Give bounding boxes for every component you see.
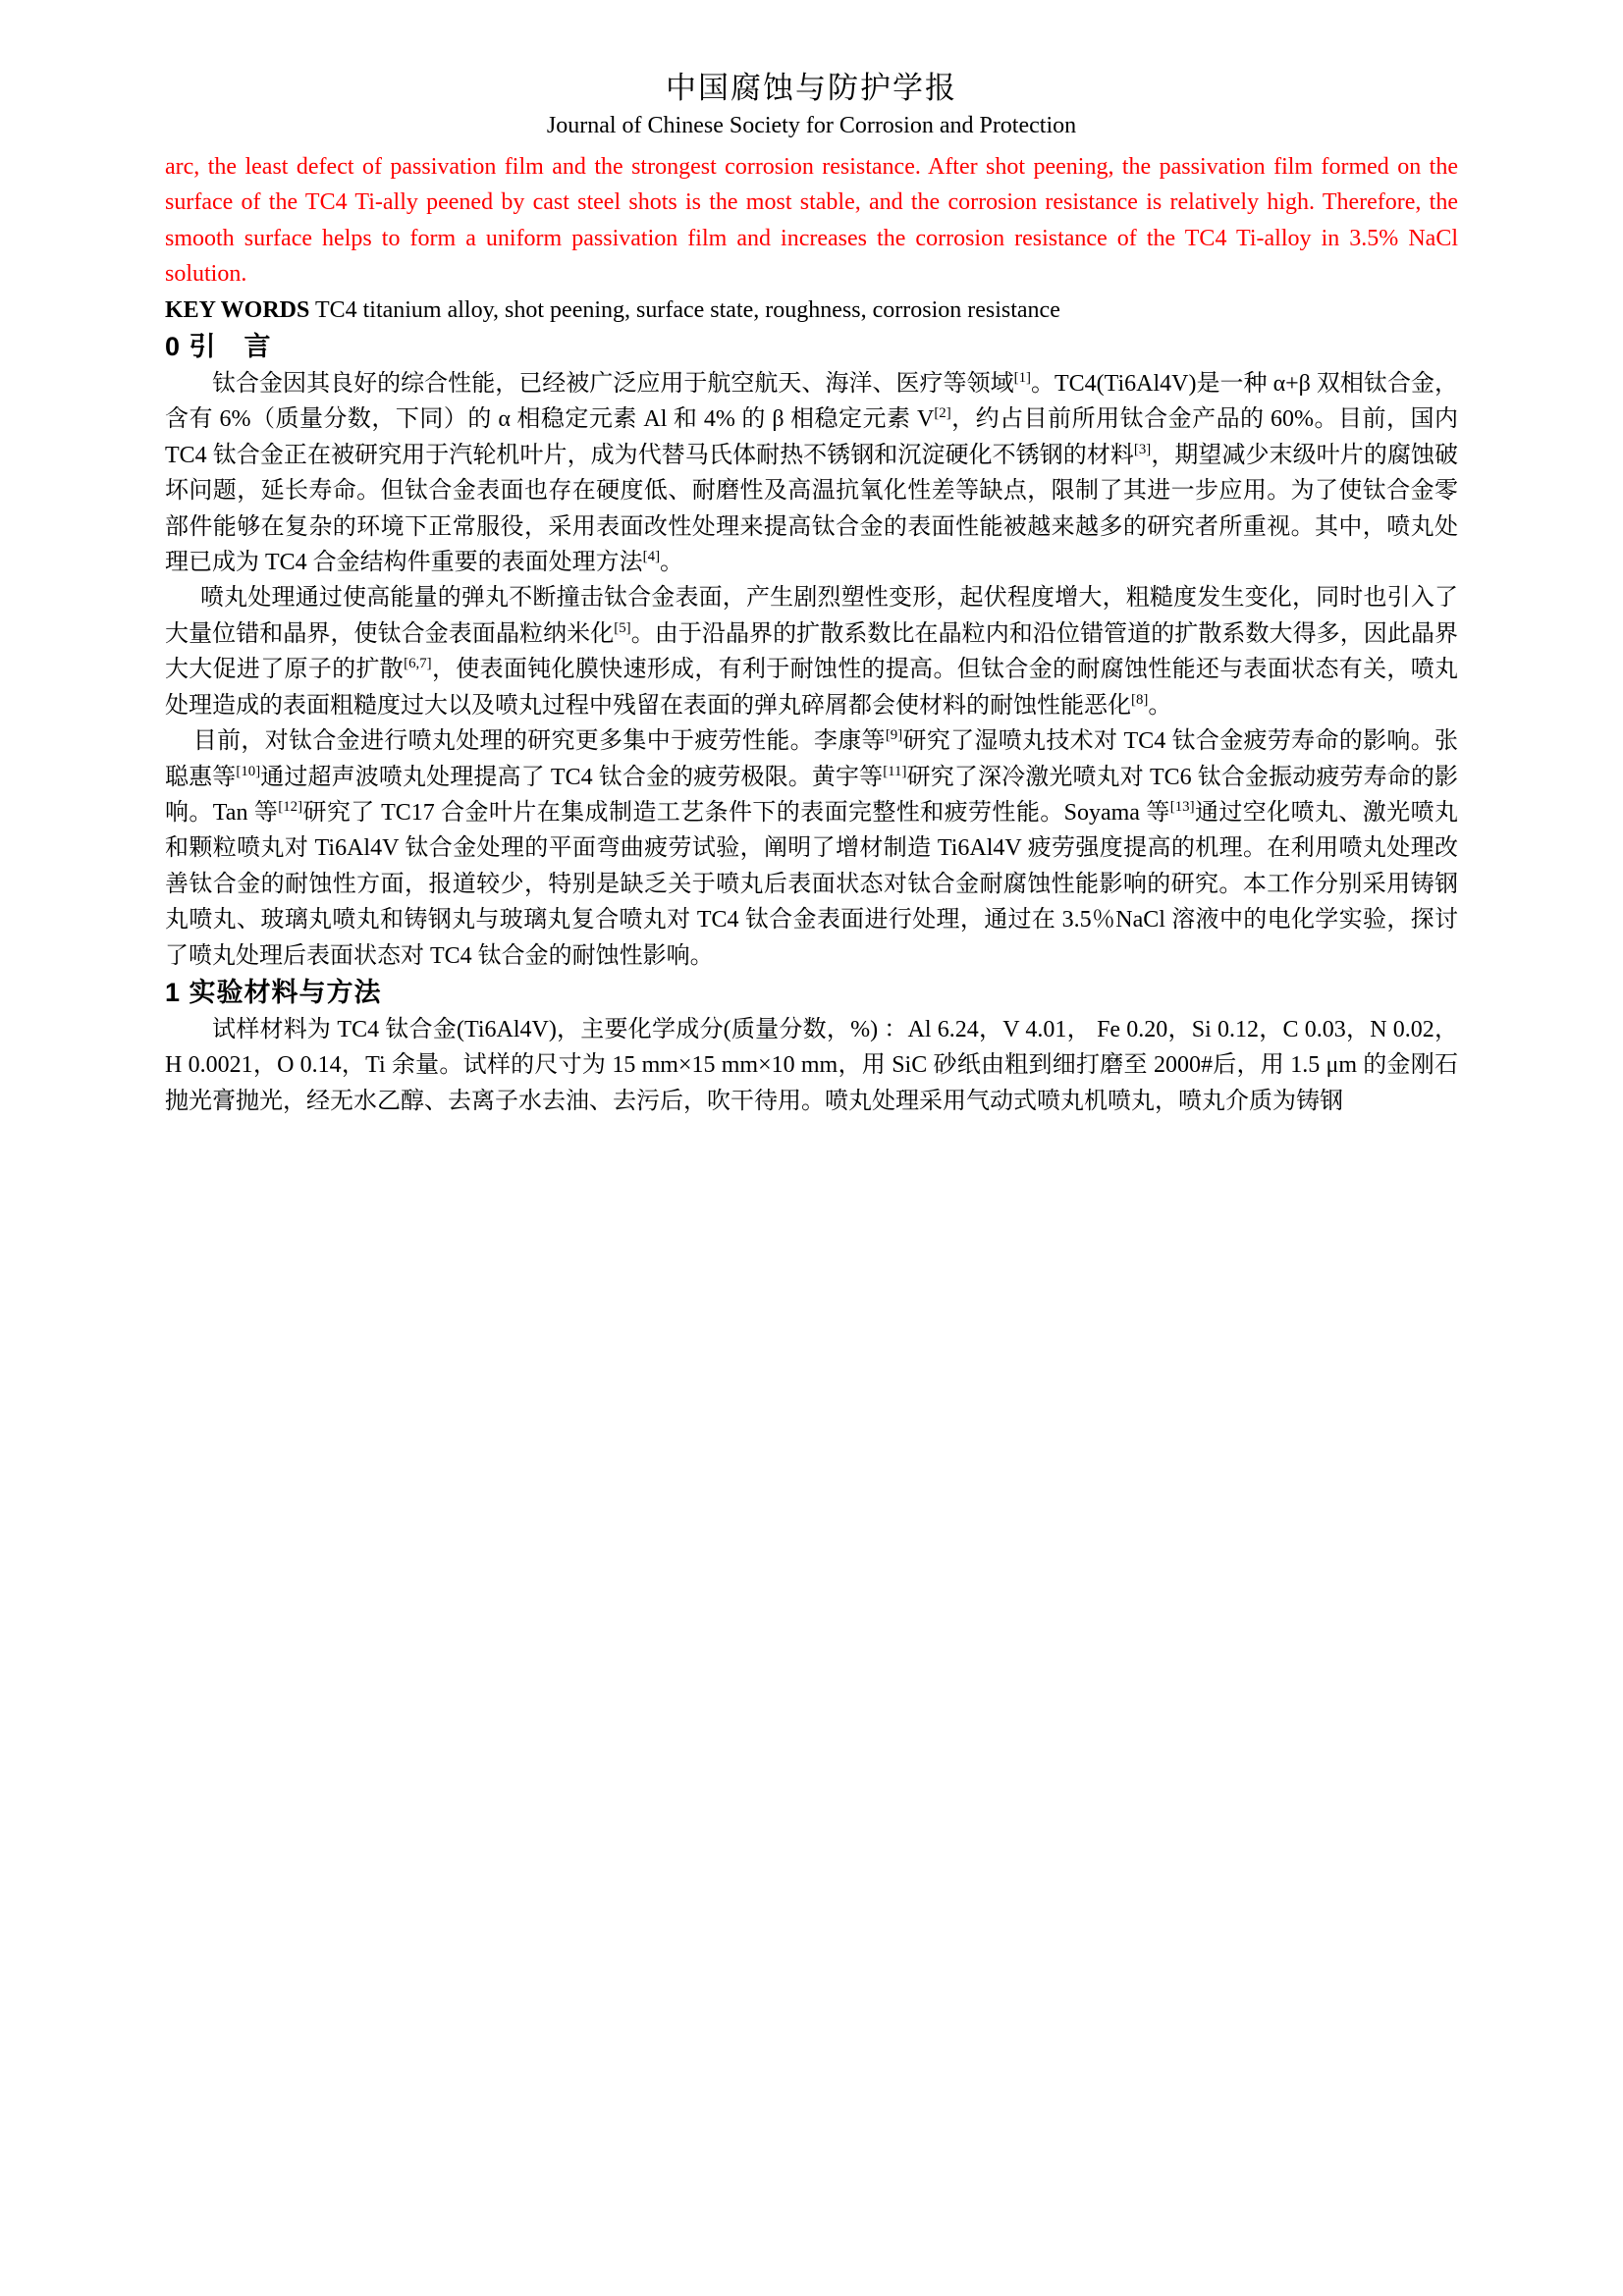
section0-paragraph-3: 目前，对钛合金进行喷丸处理的研究更多集中于疲劳性能。李康等[9]研究了湿喷丸技术对 TC4 钛合金疲劳寿命的影响。张聪惠等[10]通过超声波喷丸处理提高了 TC4 钛合金的疲劳极限。黄宇等[11]研究了深冷激光喷丸对 TC6 钛合金振动疲劳寿命的影响。Tan 等[12]研究了 TC17 合金叶片在集成制造工艺条件下的表面完整性和疲劳性能。Soyama 等[13]通过空化喷丸、激光喷丸和颗粒喷丸对 Ti6Al4V 钛合金处理的平面弯曲疲劳试验，阐明了增材制造 Ti6Al4V 疲劳强度提高的机理。在利用喷丸处理改善钛合金的耐蚀性方面，报道较少，特别是缺乏关于喷丸后表面状态对钛合金耐腐蚀性能影响的研究。本工作分别采用铸钢丸喷丸、玻璃丸喷丸和铸钢丸与玻璃丸复合喷丸对 TC4 钛合金表面进行处理，通过在 3.5％NaCl 溶液中的电化学实验，探讨了喷丸处理后表面状态对 TC4 钛合金的耐蚀性影响。 — [165, 727, 1459, 969]
reference-superscript: [12] — [278, 798, 303, 815]
section0-paragraph-2: 喷丸处理通过使高能量的弹丸不断撞击钛合金表面，产生剧烈塑性变形，起伏程度增大，粗糙度发生变化，同时也引入了大量位错和晶界，使钛合金表面晶粒纳米化[5]。由于沿晶界的扩散系数比在晶粒内和沿位错管道的扩散系数大得多，因此晶界大大促进了原子的扩散[6,7]，使表面钝化膜快速形成，有利于耐蚀性的提高。但钛合金的耐腐蚀性能还与表面状态有关，喷丸处理造成的表面粗糙度过大以及喷丸过程中残留在表面的弹丸碎屑都会使材料的耐蚀性能恶化[8]。 — [165, 585, 1459, 719]
abstract-english-continuation: arc, the least defect of passivation film and the strongest corrosion resistance. After shot peening, the passivation film formed on the surface of the TC4 Ti-ally peened by cast steel shots is the most stable, and the corrosion resistance is relatively high. Therefore, the smooth surface helps to form a uniform passivation film and increases the corrosion resistance of the TC4 Ti-alloy in 3.5% NaCl solution. — [165, 154, 1458, 288]
journal-header — [165, 69, 1458, 141]
journal-title-chinese: 中国腐蚀与防护学报 — [666, 71, 957, 105]
reference-superscript: [6,7] — [404, 656, 432, 672]
reference-superscript: [10] — [236, 763, 261, 779]
reference-superscript: [11] — [883, 763, 907, 779]
keywords-text: TC4 titanium alloy, shot peening, surface state, roughness, corrosion resistance — [309, 296, 1060, 323]
keywords-line — [165, 293, 1458, 328]
section-heading-introduction: 0 引 言 — [165, 332, 272, 362]
reference-superscript: [8] — [1131, 691, 1149, 708]
section1-paragraph-1: 试样材料为 TC4 钛合金(Ti6Al4V)，主要化学成分(质量分数，%) ：Al 6.24，V 4.01， Fe 0.20，Si 0.12，C 0.03，N 0.02，H 0.0021，O 0.14，Ti 余量。试样的尺寸为 15 mm×15 mm×10 mm，用 SiC 砂纸由粗到细打磨至 2000#后，用 1.5 μm 的金刚石抛光膏抛光，经无水乙醇、去离子水去油、去污后，吹干待用。喷丸处理采用气动式喷丸机喷丸，喷丸介质为铸钢 — [165, 1016, 1458, 1114]
keywords-label: KEY WORDS — [165, 296, 310, 323]
section0-paragraph-1: 钛合金因其良好的综合性能，已经被广泛应用于航空航天、海洋、医疗等领域[1]。TC4(Ti6Al4V)是一种 α+β 双相钛合金，含有 6%（质量分数，下同）的 α 相稳定元素 Al 和 4% 的 β 相稳定元素 V[2]，约占目前所用钛合金产品的 60%。目前，国内 TC4 钛合金正在被研究用于汽轮机叶片，成为代替马氏体耐热不锈钢和沉淀硬化不锈钢的材料[3]，期望减少末级叶片的腐蚀破坏问题，延长寿命。但钛合金表面也存在硬度低、耐磨性及高温抗氧化性差等缺点，限制了其进一步应用。为了使钛合金零部件能够在复杂的环境下正常服役，采用表面改性处理来提高钛合金的表面性能被越来越多的研究者所重视。其中，喷丸处理已成为 TC4 合金结构件重要的表面处理方法[4]。 — [165, 370, 1458, 576]
section-heading-materials-methods: 1 实验材料与方法 — [165, 977, 382, 1007]
reference-superscript: [13] — [1169, 798, 1195, 815]
reference-superscript: [4] — [642, 549, 661, 565]
reference-superscript: [2] — [934, 405, 951, 422]
reference-superscript: [1] — [1013, 370, 1031, 387]
reference-superscript: [3] — [1133, 441, 1152, 457]
reference-superscript: [9] — [885, 727, 903, 744]
reference-superscript: [5] — [614, 619, 631, 636]
journal-title-english: Journal of Chinese Society for Corrosion and Protection — [546, 113, 1077, 138]
